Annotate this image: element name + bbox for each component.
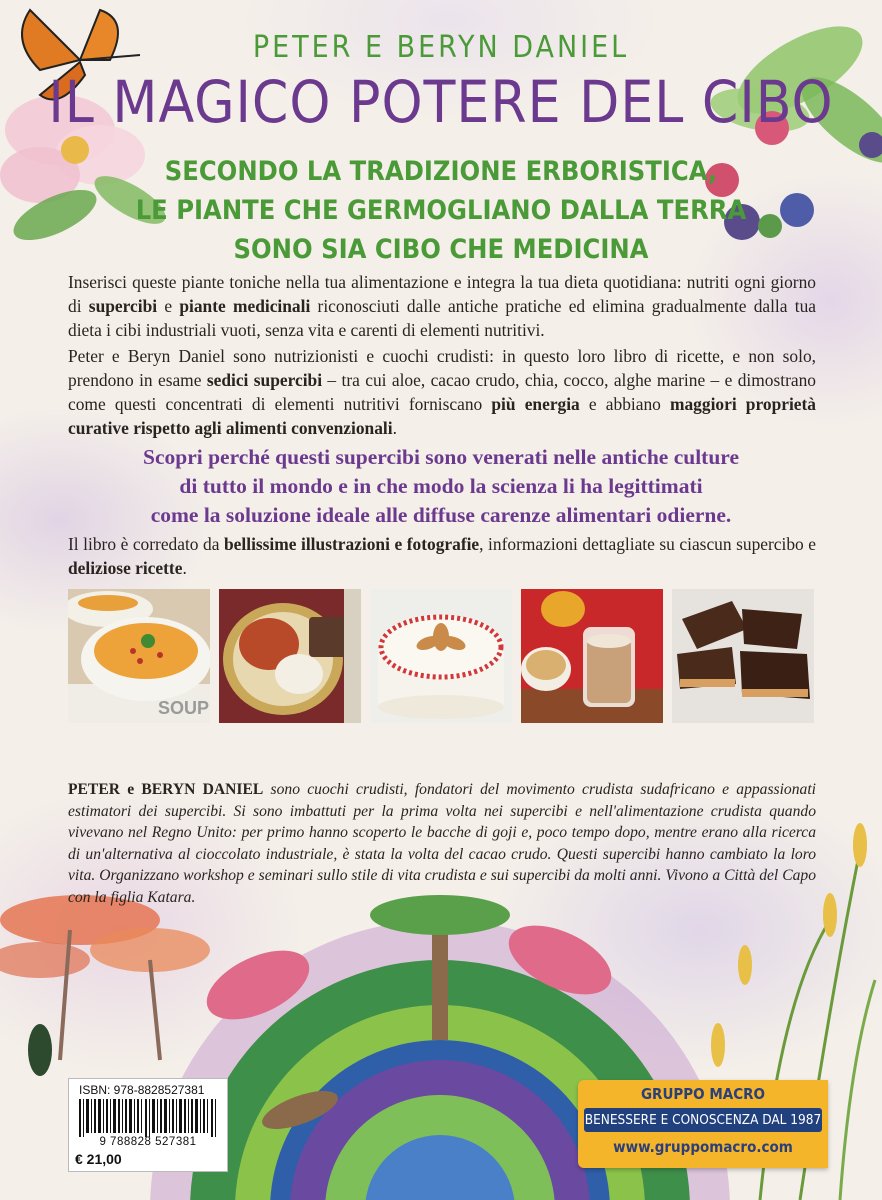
highlight-line: Scopri perché questi supercibi sono venerati nelle antiche culture	[142, 445, 739, 469]
author-name: PETER E BERYN DANIEL	[252, 30, 630, 65]
text-run: .	[392, 418, 397, 438]
bold-text: bellissime illustrazioni e fotografie	[224, 534, 480, 554]
soup-bowl-label: SOUP	[158, 698, 210, 718]
book-contents-paragraph	[68, 532, 816, 580]
bold-text: supercibi	[88, 296, 158, 316]
subtitle-line: SECONDO LA TRADIZIONE ERBORISTICA,	[164, 156, 718, 187]
intro-paragraph	[68, 270, 816, 342]
bold-text: più energia	[491, 394, 580, 414]
text-run: Il libro è corredato da	[68, 534, 225, 554]
barcode-bars	[79, 1099, 217, 1137]
publisher-badge	[578, 1080, 828, 1168]
subtitle-line: SONO SIA CIBO CHE MEDICINA	[233, 234, 649, 265]
subtitle-line: LE PIANTE CHE GERMOGLIANO DALLA TERRA	[135, 195, 747, 226]
text-run: e	[157, 296, 180, 316]
text-run: , informazioni dettagliate su ciascun supercibo e	[479, 534, 816, 554]
bio-author-names: PETER e BERYN DANIEL	[68, 781, 264, 798]
bio-text: sono cuochi crudisti, fondatori del movimento crudista sudafricano e appassionati estimatori dei supercibi. Si sono imbattuti per la prima volta nei supercibi e nell'alimentazione crudista quando vivevano nel Regno Unito: per primo hanno scoperto le bacche di goji e, poco tempo dopo, mentre erano alla ricerca di un'alternativa al cioccolato industriale, è stata la volta del cacao crudo. Questi supercibi hanno cambiato la loro vita. Organizzano workshop e seminari sullo stile di vita crudista e sui supercibi da molti anni. Vivono a Città del Capo con la figlia Katara.	[68, 781, 816, 906]
food-photo-strip	[68, 589, 816, 723]
text-run: .	[182, 558, 187, 578]
bold-text: deliziose ricette	[68, 558, 183, 578]
bold-text: sedici supercibi	[206, 370, 323, 390]
curry-photo	[219, 589, 361, 723]
text-run: riconosciuti dalle antiche pratiche ed elimina gradualmente dalla tua dieta i cibi industriali vuoti, senza vita e carenti di elementi nutritivi.	[68, 296, 816, 340]
bold-text: piante medicinali	[179, 296, 311, 316]
cake-photo	[370, 589, 512, 723]
chocolate-photo	[672, 589, 814, 723]
price: € 21,00	[75, 1151, 122, 1167]
subtitle	[0, 152, 882, 269]
trees-illustration	[0, 895, 210, 1076]
text-run: Inserisci queste piante toniche nella tua alimentazione e integra la tua dieta quotidiana: nutriti ogni giorno di	[68, 272, 816, 316]
publisher-name: GRUPPO MACRO	[640, 1085, 765, 1103]
highlight-line: di tutto il mondo e in che modo la scienza li ha legittimati	[179, 474, 703, 498]
isbn-label: ISBN: 978-8828527381	[79, 1083, 205, 1097]
text-run: Peter e Beryn Daniel sono nutrizionisti e cuochi crudisti: in questo loro libro di ricette, e non solo, prendono in esame	[68, 346, 816, 390]
isbn-barcode	[68, 1078, 228, 1172]
barcode-digits: 9 788828 527381	[99, 1136, 197, 1148]
drink-photo	[521, 589, 663, 723]
highlight-statement	[0, 443, 882, 530]
soup-photo	[68, 589, 210, 723]
highlight-line: come la soluzione ideale alle diffuse carenze alimentari odierne.	[150, 503, 732, 527]
authors-paragraph	[68, 344, 816, 440]
text-run: e abbiano	[579, 394, 670, 414]
bold-text: maggiori proprietà curative rispetto agli alimenti convenzionali	[68, 394, 817, 438]
publisher-url[interactable]: www.gruppomacro.com	[613, 1138, 793, 1156]
publisher-tagline: BENESSERE E CONOSCENZA DAL 1987	[584, 1108, 822, 1132]
text-run: – tra cui aloe, cacao crudo, chia, cocco, alghe marine – e dimostrano come questi concentrati di elementi nutritivi forniscano	[68, 370, 816, 414]
authors-bio	[68, 779, 816, 909]
book-title: IL MAGICO POTERE DEL CIBO	[48, 68, 834, 136]
